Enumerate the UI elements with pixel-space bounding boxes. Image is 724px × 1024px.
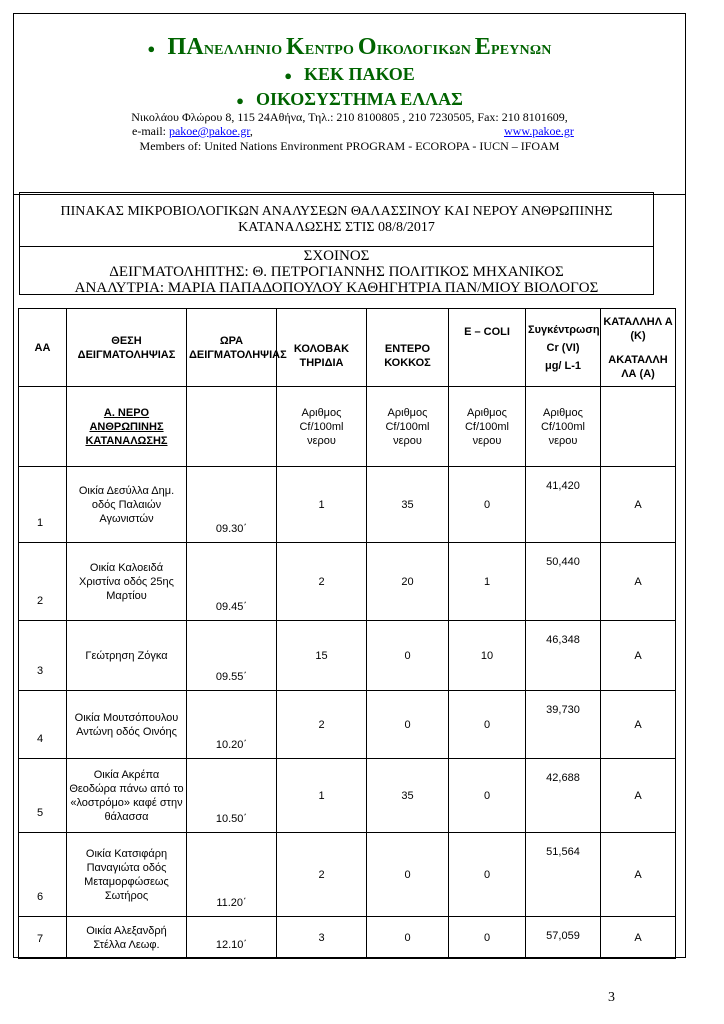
- row-number: 3: [19, 621, 67, 691]
- row-time: 11.20΄: [187, 833, 277, 917]
- row-coliforms: 1: [277, 759, 367, 833]
- row-ecoli: 0: [449, 759, 526, 833]
- table-body: [19, 467, 676, 959]
- row-coliforms: 3: [277, 917, 367, 959]
- analysis-table: [18, 308, 676, 959]
- unit-cell: Αριθμος Cf/100ml νερου: [277, 387, 367, 467]
- unit-cell: Αριθμος Cf/100ml νερου: [449, 387, 526, 467]
- header-chromium-line-3: μg/ L-1: [544, 359, 582, 372]
- table-row: [19, 759, 676, 833]
- header-coliforms: ΚΟΛΟΒΑΚ ΤΗΡΙΔΙΑ: [277, 309, 367, 387]
- row-suitability: Α: [601, 917, 676, 959]
- row-enterococcus: 0: [367, 621, 449, 691]
- row-enterococcus: 0: [367, 833, 449, 917]
- table-row: [19, 621, 676, 691]
- row-chromium: 50,440: [526, 543, 601, 621]
- row-chromium: 57,059: [526, 917, 601, 959]
- email-label: e-mail:: [132, 124, 166, 138]
- memberships: Members of: United Nations Environment PROGRAM - ECOROPA - IUCN – IFOAM: [139, 139, 560, 153]
- kek-name: [14, 64, 685, 85]
- website-link[interactable]: www.pakoe.gr: [504, 124, 574, 138]
- table-header-row: [19, 309, 676, 387]
- report-subtitle: [20, 248, 653, 296]
- sampler-name: ΔΕΙΓΜΑΤΟΛΗΠΤΗΣ: Θ. ΠΕΤΡΟΓΙΑΝΝΗΣ ΠΟΛΙΤΙΚΟΣ ΜΗΧΑΝΙΚΟΣ: [109, 264, 564, 280]
- bullet-icon: ●: [236, 92, 244, 108]
- row-location: Οικία Αλεξανδρή Στέλλα Λεωφ.: [67, 917, 187, 959]
- org-name-part-5: Ο: [357, 34, 377, 60]
- unit-cell: Αριθμος Cf/100ml νερου: [367, 387, 449, 467]
- row-chromium: 46,348: [526, 621, 601, 691]
- row-time: 12.10΄: [187, 917, 277, 959]
- row-time: 09.55΄: [187, 621, 277, 691]
- row-time: 10.50΄: [187, 759, 277, 833]
- ecosystem-name: [14, 89, 685, 110]
- row-number: 1: [19, 467, 67, 543]
- table-row: [19, 467, 676, 543]
- section-label: Α. ΝΕΡΟ ΑΝΘΡΩΠΙΝΗΣ ΚΑΤΑΝΑΛΩΣΗΣ: [85, 406, 168, 447]
- header-suitability-line-1: ΚΑΤΑΛΛΗΛ Α (Κ): [603, 315, 673, 342]
- header-location: ΘΕΣΗ ΔΕΙΓΜΑΤΟΛΗΨΙΑΣ: [67, 309, 187, 387]
- email-row: e-mail: pakoe@pakoe.gr,: [132, 124, 253, 138]
- row-ecoli: 0: [449, 691, 526, 759]
- row-number: 6: [19, 833, 67, 917]
- row-time: 10.20΄: [187, 691, 277, 759]
- row-location: Οικία Δεσύλλα Δημ. οδός Παλαιών Αγωνιστών: [67, 467, 187, 543]
- bullet-icon: ●: [147, 40, 156, 56]
- row-enterococcus: 35: [367, 759, 449, 833]
- report-title: [20, 193, 653, 236]
- report-title-line-2: ΚΑΤΑΝΑΛΩΣΗΣ ΣΤΙΣ 08/8/2017: [238, 220, 435, 235]
- row-coliforms: 15: [277, 621, 367, 691]
- row-location: Οικία Κατσιφάρη Παναγιώτα οδός Μεταμορφώσεως Σωτήρος: [67, 833, 187, 917]
- row-location: Οικία Μουτσόπουλου Αντώνη οδός Οινόης: [67, 691, 187, 759]
- header-chromium-line-1: Συγκέντρωση: [528, 323, 600, 336]
- divider: [20, 246, 653, 247]
- row-suitability: Α: [601, 833, 676, 917]
- row-ecoli: 0: [449, 467, 526, 543]
- report-title-line-1: ΠΙΝΑΚΑΣ ΜΙΚΡΟΒΙΟΛΟΓΙΚΩΝ ΑΝΑΛΥΣΕΩΝ ΘΑΛΑΣΣΙΝΟΥ ΚΑΙ ΝΕΡΟΥ ΑΝΘΡΩΠΙΝΗΣ: [60, 204, 613, 219]
- row-enterococcus: 0: [367, 917, 449, 959]
- table-row: [19, 691, 676, 759]
- header-chromium-line-2: Cr (VI): [546, 341, 580, 354]
- org-name-part-6: ΙΚΟΛΟΓΙΚΩΝ: [376, 43, 475, 58]
- header-aa: ΑΑ: [19, 309, 67, 387]
- row-number: 4: [19, 691, 67, 759]
- row-number: 5: [19, 759, 67, 833]
- organization-name: [14, 34, 685, 61]
- kek-name-text: ΚΕΚ ΠΑΚΟΕ: [304, 64, 415, 84]
- row-coliforms: 2: [277, 691, 367, 759]
- row-chromium: 42,688: [526, 759, 601, 833]
- row-suitability: Α: [601, 467, 676, 543]
- row-location: Γεώτρηση Ζόγκα: [67, 621, 187, 691]
- analyst-name: ΑΝΑΛΥΤΡΙΑ: ΜΑΡΙΑ ΠΑΠΑΔΟΠΟΥΛΟΥ ΚΑΘΗΓΗΤΡΙΑ ΠΑΝ/ΜΙΟΥ ΒΙΟΛΟΓΟΣ: [74, 280, 599, 296]
- row-number: 7: [19, 917, 67, 959]
- row-coliforms: 2: [277, 543, 367, 621]
- row-coliforms: 1: [277, 467, 367, 543]
- report-title-box: [19, 192, 654, 295]
- org-name-part-2: ΝΕΛΛΗΝΙΟ: [203, 43, 287, 58]
- header-suitability: [601, 309, 676, 387]
- ecosystem-name-text: ΟΙΚΟΣΥΣΤΗΜΑ ΕΛΛΑΣ: [256, 89, 463, 109]
- row-suitability: Α: [601, 621, 676, 691]
- row-ecoli: 0: [449, 833, 526, 917]
- header-suitability-line-2: ΑΚΑΤΑΛΛΗ ΛΑ (Α): [608, 353, 668, 380]
- row-ecoli: 0: [449, 917, 526, 959]
- org-name-part-1: ΠΑ: [167, 34, 204, 60]
- org-name-part-8: ΡΕΥΝΩΝ: [490, 43, 552, 58]
- row-location: Οικία Ακρέπα Θεοδώρα πάνω από το «λοστρόμο» καφέ στην θάλασσα: [67, 759, 187, 833]
- row-time: 09.45΄: [187, 543, 277, 621]
- page-number: 3: [608, 990, 615, 1005]
- row-ecoli: 1: [449, 543, 526, 621]
- bullet-icon: ●: [284, 67, 293, 83]
- row-suitability: Α: [601, 759, 676, 833]
- letterhead: [14, 14, 685, 195]
- email-link[interactable]: pakoe@pakoe.gr: [168, 124, 250, 138]
- row-chromium: 39,730: [526, 691, 601, 759]
- row-chromium: 51,564: [526, 833, 601, 917]
- row-coliforms: 2: [277, 833, 367, 917]
- row-enterococcus: 35: [367, 467, 449, 543]
- sampling-place: ΣΧΟΙΝΟΣ: [303, 248, 370, 264]
- website-row: [504, 124, 574, 139]
- row-time: 09.30΄: [187, 467, 277, 543]
- row-enterococcus: 0: [367, 691, 449, 759]
- header-chromium: [526, 309, 601, 387]
- header-enterococcus: ΕΝΤΕΡΟ ΚΟΚΚΟΣ: [367, 309, 449, 387]
- org-name-part-7: Ε: [474, 34, 491, 60]
- header-time: ΩΡΑ ΔΕΙΓΜΑΤΟΛΗΨΙΑΣ: [187, 309, 277, 387]
- address: Νικολάου Φλώρου 8, 115 24Αθήνα, Τηλ.: 210 8100805 , 210 7230505, Fax: 210 8101609,: [131, 110, 568, 124]
- org-name-part-4: ΕΝΤΡΟ: [304, 43, 358, 58]
- row-chromium: 41,420: [526, 467, 601, 543]
- row-enterococcus: 20: [367, 543, 449, 621]
- row-ecoli: 10: [449, 621, 526, 691]
- row-number: 2: [19, 543, 67, 621]
- table-row: [19, 833, 676, 917]
- row-suitability: Α: [601, 543, 676, 621]
- table-row: [19, 543, 676, 621]
- unit-cell: Αριθμος Cf/100ml νερου: [526, 387, 601, 467]
- section-row: [19, 387, 676, 467]
- org-name-part-3: Κ: [286, 34, 305, 60]
- row-location: Οικία Καλοειδά Χριστίνα οδός 25ης Μαρτίου: [67, 543, 187, 621]
- table-row: [19, 917, 676, 959]
- row-suitability: Α: [601, 691, 676, 759]
- header-ecoli: Ε – COLI: [449, 309, 526, 387]
